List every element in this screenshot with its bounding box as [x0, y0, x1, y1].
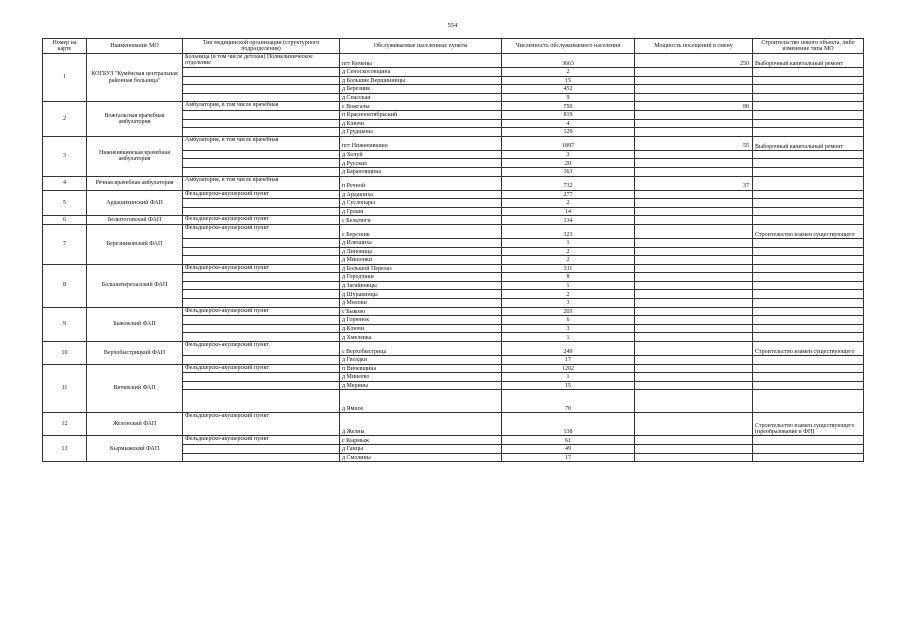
construction-cell [753, 247, 864, 256]
org-type-cell-empty [183, 333, 340, 342]
population-cell: 14 [502, 207, 635, 216]
settlement-cell: д Илюшиха [340, 238, 502, 247]
population-cell: 138 [502, 413, 635, 436]
capacity-cell [635, 110, 753, 119]
capacity-cell [635, 68, 753, 77]
construction-cell [753, 216, 864, 225]
construction-cell [753, 76, 864, 85]
construction-cell [753, 199, 864, 208]
construction-cell: Строительство взамен существующего (преобразование в ФП) [753, 413, 864, 436]
settlement-cell: д Липовица [340, 247, 502, 256]
construction-cell [753, 333, 864, 342]
capacity-cell [635, 342, 753, 356]
population-cell: 363 [502, 167, 635, 176]
settlement-cell: д Желны [340, 413, 502, 436]
capacity-cell [635, 373, 753, 382]
construction-cell [753, 290, 864, 299]
construction-cell [753, 356, 864, 365]
mo-name-cell: Вожгальская врачебная амбулатория [87, 102, 183, 136]
construction-cell [753, 264, 864, 273]
settlement-cell: пгт Нижнеивкино [340, 136, 502, 150]
org-type-cell: Фельдшерско-акушерский пункт [183, 364, 340, 373]
construction-cell [753, 159, 864, 168]
population-cell: 1897 [502, 136, 635, 150]
population-cell: 750 [502, 102, 635, 111]
construction-cell [753, 445, 864, 454]
construction-cell [753, 299, 864, 308]
settlement-cell: д Холуй [340, 150, 502, 159]
mo-name-cell: Бельтюговский ФАП [87, 216, 183, 225]
map-number-cell: 10 [43, 342, 87, 365]
mo-name-cell: Верхобыстрицкий ФАП [87, 342, 183, 365]
org-type-cell: Фельдшерско-акушерский пункт [183, 307, 340, 316]
population-cell: 49 [502, 445, 635, 454]
population-cell: 8 [502, 273, 635, 282]
org-type-cell-empty [183, 68, 340, 77]
header-capacity: Мощность посещений в смену [635, 39, 753, 54]
construction-cell [753, 238, 864, 247]
org-type-cell-empty [183, 119, 340, 128]
construction-cell [753, 256, 864, 265]
population-cell: 17 [502, 356, 635, 365]
settlement-cell: д Большой Перелаз [340, 264, 502, 273]
construction-cell: Строительство взамен существующего [753, 224, 864, 238]
population-cell: 2 [502, 199, 635, 208]
settlement-cell: д Гроши [340, 207, 502, 216]
table-row [43, 224, 864, 238]
construction-cell [753, 150, 864, 159]
population-cell: 311 [502, 264, 635, 273]
settlement-cell: д Сеноскосовщина [340, 68, 502, 77]
table-row [43, 136, 864, 150]
settlement-cell: д Минеево [340, 373, 502, 382]
org-type-cell-empty [183, 93, 340, 102]
population-cell: 20 [502, 159, 635, 168]
capacity-cell [635, 85, 753, 94]
population-cell: 452 [502, 85, 635, 94]
construction-cell: Выборочный капитальный ремонт [753, 136, 864, 150]
population-cell: 129 [502, 128, 635, 137]
settlement-cell: п Краснооктябрьский [340, 110, 502, 119]
org-type-cell-empty [183, 199, 340, 208]
org-type-cell: Фельдшерско-акушерский пункт [183, 224, 340, 238]
settlement-cell: п Речной [340, 176, 502, 190]
org-type-cell-empty [183, 381, 340, 390]
population-cell: 134 [502, 216, 635, 225]
population-cell: 70 [502, 390, 635, 413]
mo-name-cell: Большеперелазский ФАП [87, 264, 183, 307]
capacity-cell [635, 290, 753, 299]
map-number-cell: 1 [43, 54, 87, 102]
mo-name-cell: Речная врачебная амбулатория [87, 176, 183, 190]
settlement-cell: д Мерины [340, 381, 502, 390]
population-cell: 323 [502, 224, 635, 238]
org-type-cell-empty [183, 273, 340, 282]
org-type-cell-empty [183, 290, 340, 299]
org-type-cell-empty [183, 324, 340, 333]
capacity-cell [635, 390, 753, 413]
settlement-cell: д Ямное [340, 390, 502, 413]
facilities-table [42, 38, 864, 462]
org-type-cell: Фельдшерско-акушерский пункт [183, 190, 340, 199]
settlement-cell: д Гвоздки [340, 356, 502, 365]
capacity-cell: 80 [635, 102, 753, 111]
capacity-cell [635, 436, 753, 445]
capacity-cell [635, 159, 753, 168]
settlement-cell: д Ключи [340, 119, 502, 128]
settlement-cell: с Верхобыстрица [340, 342, 502, 356]
settlement-cell: д Хмелевка [340, 333, 502, 342]
construction-cell [753, 128, 864, 137]
table-row [43, 176, 864, 190]
table-row [43, 216, 864, 225]
population-cell: 1 [502, 238, 635, 247]
population-cell: 203 [502, 307, 635, 316]
table-row [43, 102, 864, 111]
mo-name-cell: Березниковский ФАП [87, 224, 183, 264]
capacity-cell [635, 324, 753, 333]
construction-cell [753, 436, 864, 445]
mo-name-cell: Нижнеивкинская врачебная амбулатория [87, 136, 183, 176]
construction-cell [753, 176, 864, 190]
org-type-cell: Больница (в том числе детская) Поликлиническое отделение [183, 54, 340, 68]
capacity-cell [635, 238, 753, 247]
construction-cell [753, 453, 864, 462]
settlement-cell: пгт Кумены [340, 54, 502, 68]
capacity-cell: 250 [635, 54, 753, 68]
org-type-cell-empty [183, 390, 340, 413]
org-type-cell-empty [183, 453, 340, 462]
map-number-cell: 6 [43, 216, 87, 225]
population-cell: 17 [502, 453, 635, 462]
table-row [43, 413, 864, 436]
capacity-cell [635, 207, 753, 216]
population-cell: 2 [502, 68, 635, 77]
settlement-cell: д Смолины [340, 453, 502, 462]
org-type-cell-empty [183, 316, 340, 325]
population-cell: 9 [502, 93, 635, 102]
settlement-cell: д Шуравинцы [340, 290, 502, 299]
settlement-cell: д Загайновцы [340, 281, 502, 290]
org-type-cell: Фельдшерско-акушерский пункт [183, 342, 340, 356]
capacity-cell [635, 364, 753, 373]
population-cell: 15 [502, 381, 635, 390]
capacity-cell [635, 333, 753, 342]
construction-cell [753, 373, 864, 382]
mo-name-cell: Ардашихинский ФАП [87, 190, 183, 216]
settlement-cell: д Молоки [340, 299, 502, 308]
header-population: Численность обслуживаемого населения [502, 39, 635, 54]
population-cell: 4 [502, 119, 635, 128]
population-cell: 249 [502, 342, 635, 356]
construction-cell: Выборочный капитальный ремонт [753, 54, 864, 68]
settlement-cell: д Ардашиха [340, 190, 502, 199]
population-cell: 3 [502, 324, 635, 333]
population-cell: 61 [502, 436, 635, 445]
capacity-cell [635, 93, 753, 102]
settlement-cell: с Вожгалы [340, 102, 502, 111]
org-type-cell-empty [183, 159, 340, 168]
settlement-cell: с Быково [340, 307, 502, 316]
population-cell: 819 [502, 110, 635, 119]
header-num: Номер на карте [43, 39, 87, 54]
capacity-cell [635, 224, 753, 238]
settlement-cell: д Суслопары [340, 199, 502, 208]
construction-cell [753, 381, 864, 390]
mo-name-cell: Желонский ФАП [87, 413, 183, 436]
population-cell: 2 [502, 290, 635, 299]
org-type-cell-empty [183, 299, 340, 308]
construction-cell [753, 324, 864, 333]
construction-cell [753, 93, 864, 102]
capacity-cell [635, 299, 753, 308]
capacity-cell [635, 199, 753, 208]
map-number-cell: 12 [43, 413, 87, 436]
table-body [43, 54, 864, 462]
construction-cell [753, 110, 864, 119]
population-cell: 1 [502, 373, 635, 382]
org-type-cell-empty [183, 167, 340, 176]
org-type-cell: Амбулатория, в том числе врачебная [183, 136, 340, 150]
capacity-cell: 37 [635, 176, 753, 190]
org-type-cell-empty [183, 373, 340, 382]
org-type-cell-empty [183, 150, 340, 159]
map-number-cell: 8 [43, 264, 87, 307]
org-type-cell: Амбулатория, в том числе врачебная [183, 176, 340, 190]
population-cell: 1 [502, 281, 635, 290]
org-type-cell-empty [183, 85, 340, 94]
mo-name-cell: Быковский ФАП [87, 307, 183, 341]
capacity-cell [635, 119, 753, 128]
capacity-cell [635, 256, 753, 265]
population-cell: 2 [502, 256, 635, 265]
settlement-cell: д Спасская [340, 93, 502, 102]
construction-cell [753, 102, 864, 111]
map-number-cell: 9 [43, 307, 87, 341]
capacity-cell [635, 76, 753, 85]
settlement-cell: с Кырмыж [340, 436, 502, 445]
org-type-cell-empty [183, 76, 340, 85]
table-row [43, 54, 864, 68]
map-number-cell: 13 [43, 436, 87, 462]
capacity-cell [635, 445, 753, 454]
capacity-cell [635, 247, 753, 256]
settlement-cell: д Мишонки [340, 256, 502, 265]
org-type-cell: Фельдшерско-акушерский пункт [183, 264, 340, 273]
table-row [43, 436, 864, 445]
header-org-type: Тип медицинской организации (структурного подразделения) [183, 39, 340, 54]
settlement-cell: п Вичевщина [340, 364, 502, 373]
settlement-cell: д Ключи [340, 324, 502, 333]
org-type-cell: Фельдшерско-акушерский пункт [183, 413, 340, 436]
construction-cell: Строительство взамен существующего [753, 342, 864, 356]
mo-name-cell: КОГБУЗ "Кумёнская центральная районная больница" [87, 54, 183, 102]
construction-cell [753, 190, 864, 199]
org-type-cell-empty [183, 356, 340, 365]
construction-cell [753, 119, 864, 128]
capacity-cell [635, 190, 753, 199]
population-cell: 1202 [502, 364, 635, 373]
capacity-cell [635, 150, 753, 159]
construction-cell [753, 167, 864, 176]
settlement-cell: д Барановщина [340, 167, 502, 176]
settlement-cell: с Бельтюги [340, 216, 502, 225]
population-cell: 1 [502, 333, 635, 342]
capacity-cell [635, 453, 753, 462]
population-cell: 2 [502, 247, 635, 256]
org-type-cell-empty [183, 207, 340, 216]
map-number-cell: 5 [43, 190, 87, 216]
construction-cell [753, 316, 864, 325]
org-type-cell-empty [183, 281, 340, 290]
settlement-cell: с Березник [340, 224, 502, 238]
map-number-cell: 4 [43, 176, 87, 190]
settlement-cell: д Ганцы [340, 445, 502, 454]
population-cell: 15 [502, 76, 635, 85]
settlement-cell: д Грудцыны [340, 128, 502, 137]
map-number-cell: 7 [43, 224, 87, 264]
population-cell: 277 [502, 190, 635, 199]
table-row [43, 264, 864, 273]
org-type-cell: Фельдшерско-акушерский пункт [183, 216, 340, 225]
org-type-cell-empty [183, 256, 340, 265]
header-settlements: Обслуживаемые населенные пункты [340, 39, 502, 54]
header-mo: Наименование МО [87, 39, 183, 54]
settlement-cell: д Русские [340, 159, 502, 168]
population-cell: 3 [502, 150, 635, 159]
construction-cell [753, 273, 864, 282]
org-type-cell: Фельдшерско-акушерский пункт [183, 436, 340, 445]
org-type-cell-empty [183, 247, 340, 256]
capacity-cell [635, 128, 753, 137]
settlement-cell: д Большие Вершининцы [340, 76, 502, 85]
capacity-cell [635, 264, 753, 273]
construction-cell [753, 307, 864, 316]
capacity-cell [635, 216, 753, 225]
construction-cell [753, 281, 864, 290]
capacity-cell [635, 381, 753, 390]
construction-cell [753, 390, 864, 413]
table-row [43, 190, 864, 199]
map-number-cell: 11 [43, 364, 87, 413]
construction-cell [753, 68, 864, 77]
capacity-cell [635, 273, 753, 282]
capacity-cell [635, 413, 753, 436]
settlement-cell: д Городчики [340, 273, 502, 282]
population-cell: 3 [502, 299, 635, 308]
org-type-cell-empty [183, 238, 340, 247]
header-construction: Строительство нового объекта, либо изменение типа МО [753, 39, 864, 54]
population-cell: 732 [502, 176, 635, 190]
table-row [43, 307, 864, 316]
org-type-cell-empty [183, 110, 340, 119]
construction-cell [753, 364, 864, 373]
construction-cell [753, 207, 864, 216]
construction-cell [753, 85, 864, 94]
mo-name-cell: Вичевский ФАП [87, 364, 183, 413]
map-number-cell: 3 [43, 136, 87, 176]
capacity-cell [635, 356, 753, 365]
org-type-cell-empty [183, 128, 340, 137]
capacity-cell [635, 307, 753, 316]
population-cell: 3663 [502, 54, 635, 68]
population-cell: 6 [502, 316, 635, 325]
settlement-cell: д Березник [340, 85, 502, 94]
map-number-cell: 2 [43, 102, 87, 136]
settlement-cell: д Горюнок [340, 316, 502, 325]
table-row [43, 364, 864, 373]
page-number: 554 [447, 22, 458, 29]
capacity-cell [635, 167, 753, 176]
mo-name-cell: Кырмыжский ФАП [87, 436, 183, 462]
capacity-cell [635, 316, 753, 325]
capacity-cell: 55 [635, 136, 753, 150]
table-row [43, 342, 864, 356]
org-type-cell-empty [183, 445, 340, 454]
header-row [43, 39, 864, 54]
org-type-cell: Амбулатория, в том числе врачебная [183, 102, 340, 111]
capacity-cell [635, 281, 753, 290]
